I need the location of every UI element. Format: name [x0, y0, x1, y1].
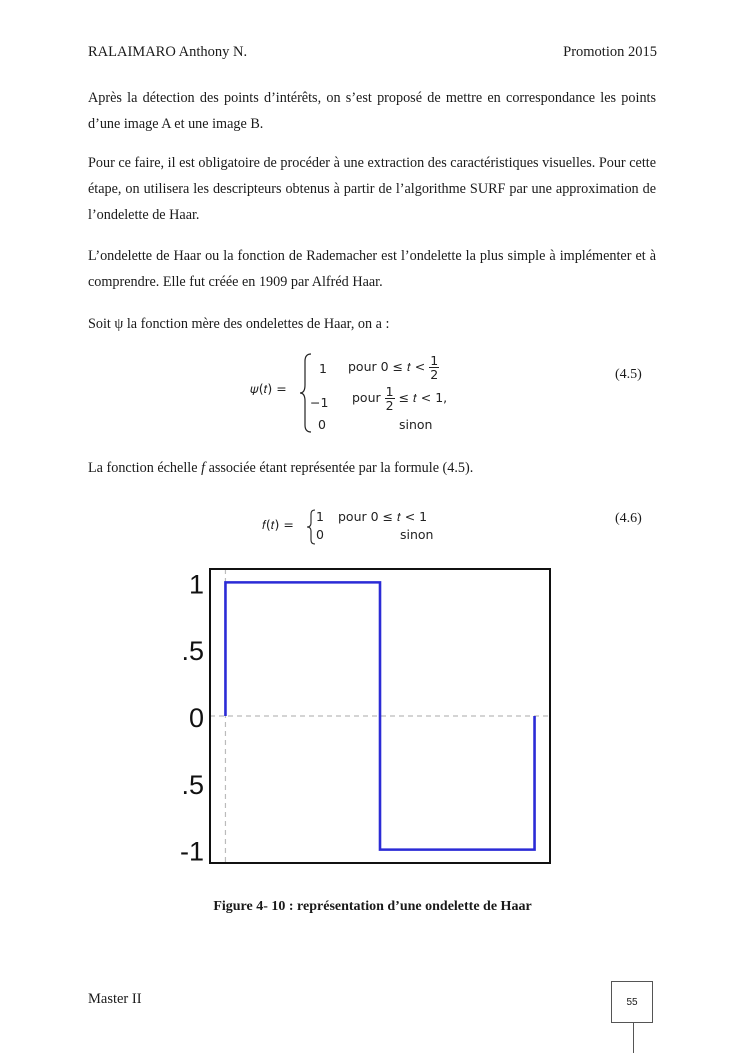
header-author: RALAIMARO Anthony N.: [88, 44, 248, 60]
eq45-case1-value: 1: [319, 361, 327, 376]
y-tick-label-3: .5: [181, 769, 204, 800]
eq45-case2-fraction: [385, 385, 395, 412]
figure-caption: Figure 4- 10 : représentation d’une ondelette de Haar: [213, 899, 532, 914]
paragraph-5-after: associée étant représentée par la formule (4.5).: [205, 460, 474, 476]
paragraph-5-var: f: [201, 460, 206, 476]
equation-4-6-number: (4.6): [615, 511, 642, 526]
eq45-lhs: 𝜓(𝑡) =: [250, 381, 287, 396]
eq45-case1-text: pour 0 ≤ 𝑡 <: [348, 359, 426, 374]
equation-4-5: [245, 350, 665, 434]
page-number: 55: [611, 981, 653, 1023]
haar-wavelet-chart: [170, 560, 560, 870]
y-tick-label-0: 1: [188, 569, 204, 600]
paragraph-5-before: La fonction échelle: [88, 460, 202, 476]
eq46-case1-cond: pour 0 ≤ 𝑡 < 1: [338, 509, 428, 524]
eq45-case2-den: 2: [385, 398, 394, 413]
eq45-case3-value: 0: [318, 417, 326, 432]
eq45-case1-cond: [348, 354, 439, 381]
eq45-case3-cond: sinon: [399, 417, 433, 432]
paragraph-2: Pour ce faire, il est obligatoire de procéder à une extraction des caractéristiques visuelles. Pour cette étape, on utilisera les descripteurs obtenus à partir de l’algorithme SURF par une approximation de l’ondelette de Haar.: [88, 155, 656, 223]
eq45-case1-den: 2: [430, 367, 439, 382]
eq45-case1-fraction: [429, 354, 439, 381]
paragraph-4: Soit ψ la fonction mère des ondelettes de Haar, on a :: [88, 316, 390, 332]
y-tick-label-1: .5: [181, 636, 204, 667]
eq45-brace: [299, 353, 313, 433]
series-line-0: [225, 582, 534, 849]
eq45-case2-cond: [352, 385, 447, 412]
eq46-brace: [306, 509, 316, 545]
eq46-case1-value: 1: [316, 509, 324, 524]
eq46-case2-cond: sinon: [400, 527, 434, 542]
eq45-case2-value: −1: [310, 395, 329, 410]
equation-4-5-number: (4.5): [615, 367, 642, 382]
eq46-lhs: 𝑓(𝑡) =: [262, 517, 294, 532]
eq45-case2-suffix: ≤ 𝑡 < 1,: [398, 390, 448, 405]
eq46-case2-value: 0: [316, 527, 324, 542]
page-number-line: [633, 1023, 634, 1053]
eq45-case2-prefix: pour: [352, 390, 381, 405]
paragraph-1: Après la détection des points d’intérêts, on s’est proposé de mettre en correspondance les points d’une image A et une image B.: [88, 90, 656, 132]
equation-4-6: [260, 506, 460, 546]
paragraph-5: [88, 455, 656, 481]
footer-label: Master II: [88, 991, 142, 1007]
eq45-case1-num: 1: [430, 353, 439, 368]
y-tick-label-4: -1: [179, 836, 204, 867]
eq45-case2-num: 1: [385, 384, 394, 399]
header-promotion: Promotion 2015: [563, 44, 657, 60]
y-tick-label-2: 0: [188, 703, 204, 733]
paragraph-3: L’ondelette de Haar ou la fonction de Rademacher est l’ondelette la plus simple à implémenter et à comprendre. Elle fut créée en 1909 par Alfréd Haar.: [88, 248, 656, 290]
